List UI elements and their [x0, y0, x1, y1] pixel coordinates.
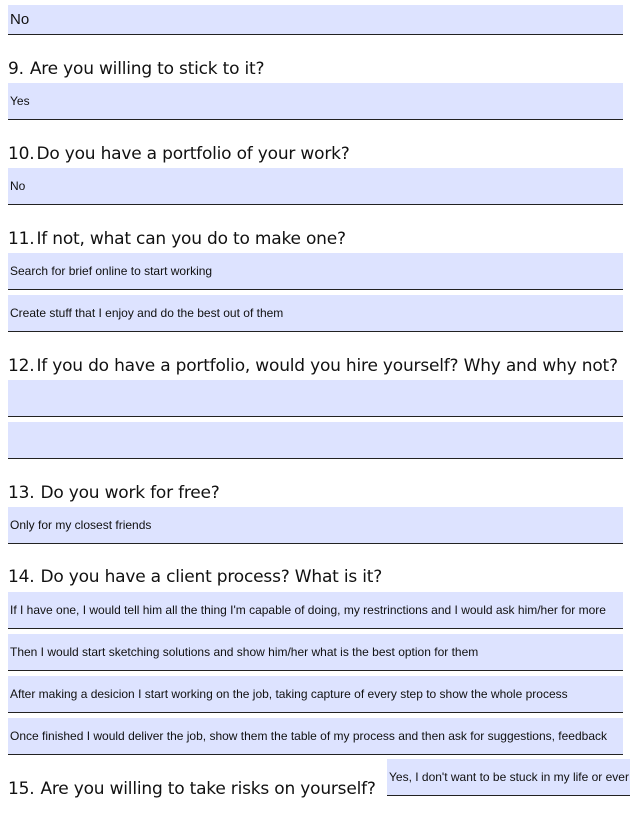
q11-text: If not, what can you do to make one?: [36, 229, 346, 249]
q14-answer-field-4[interactable]: Once finished I would deliver the job, show them the table of my process and then ask for suggestions, feedback: [8, 718, 623, 755]
q11-question: [8, 229, 346, 249]
q8-answer-field[interactable]: No: [8, 5, 623, 35]
q14-question: [8, 567, 382, 587]
q9-answer-field[interactable]: Yes: [8, 83, 623, 120]
q10-text: Do you have a portfolio of your work?: [36, 144, 350, 164]
q13-question: [8, 483, 220, 503]
q10-question: [8, 144, 350, 164]
q12-question: [8, 356, 618, 376]
q15-answer-field[interactable]: Yes, I don't want to be stuck in my life or ever: [387, 759, 630, 796]
q10-number: 10.: [8, 144, 35, 164]
q11-number: 11.: [8, 229, 35, 249]
q12-answer-field-2[interactable]: [8, 422, 623, 459]
q15-text: Are you willing to take risks on yourself?: [40, 779, 376, 799]
q11-answer-field-1[interactable]: Search for brief online to start working: [8, 253, 623, 290]
q14-answer-field-1[interactable]: If I have one, I would tell him all the thing I'm capable of doing, my restrinctions and I would ask him/her for more: [8, 592, 623, 629]
q15-number: 15.: [8, 779, 35, 799]
q14-text: Do you have a client process? What is it?: [40, 567, 383, 587]
q13-number: 13.: [8, 483, 35, 503]
q11-answer-field-2[interactable]: Create stuff that I enjoy and do the best out of them: [8, 295, 623, 332]
q14-answer-field-2[interactable]: Then I would start sketching solutions and show him/her what is the best option for them: [8, 634, 623, 671]
q13-answer-field[interactable]: Only for my closest friends: [8, 507, 623, 544]
q14-number: 14.: [8, 567, 35, 587]
q9-number: 9.: [8, 59, 24, 79]
q13-text: Do you work for free?: [40, 483, 220, 503]
q15-question: [8, 779, 376, 799]
q12-text: If you do have a portfolio, would you hire yourself? Why and why not?: [36, 356, 618, 376]
q9-question: [8, 59, 264, 79]
q10-answer-field[interactable]: No: [8, 168, 623, 205]
q14-answer-field-3[interactable]: After making a desicion I start working on the job, taking capture of every step to show the whole process: [8, 676, 623, 713]
q12-number: 12.: [8, 356, 35, 376]
q12-answer-field-1[interactable]: [8, 380, 623, 417]
q9-text: Are you willing to stick to it?: [29, 59, 265, 79]
